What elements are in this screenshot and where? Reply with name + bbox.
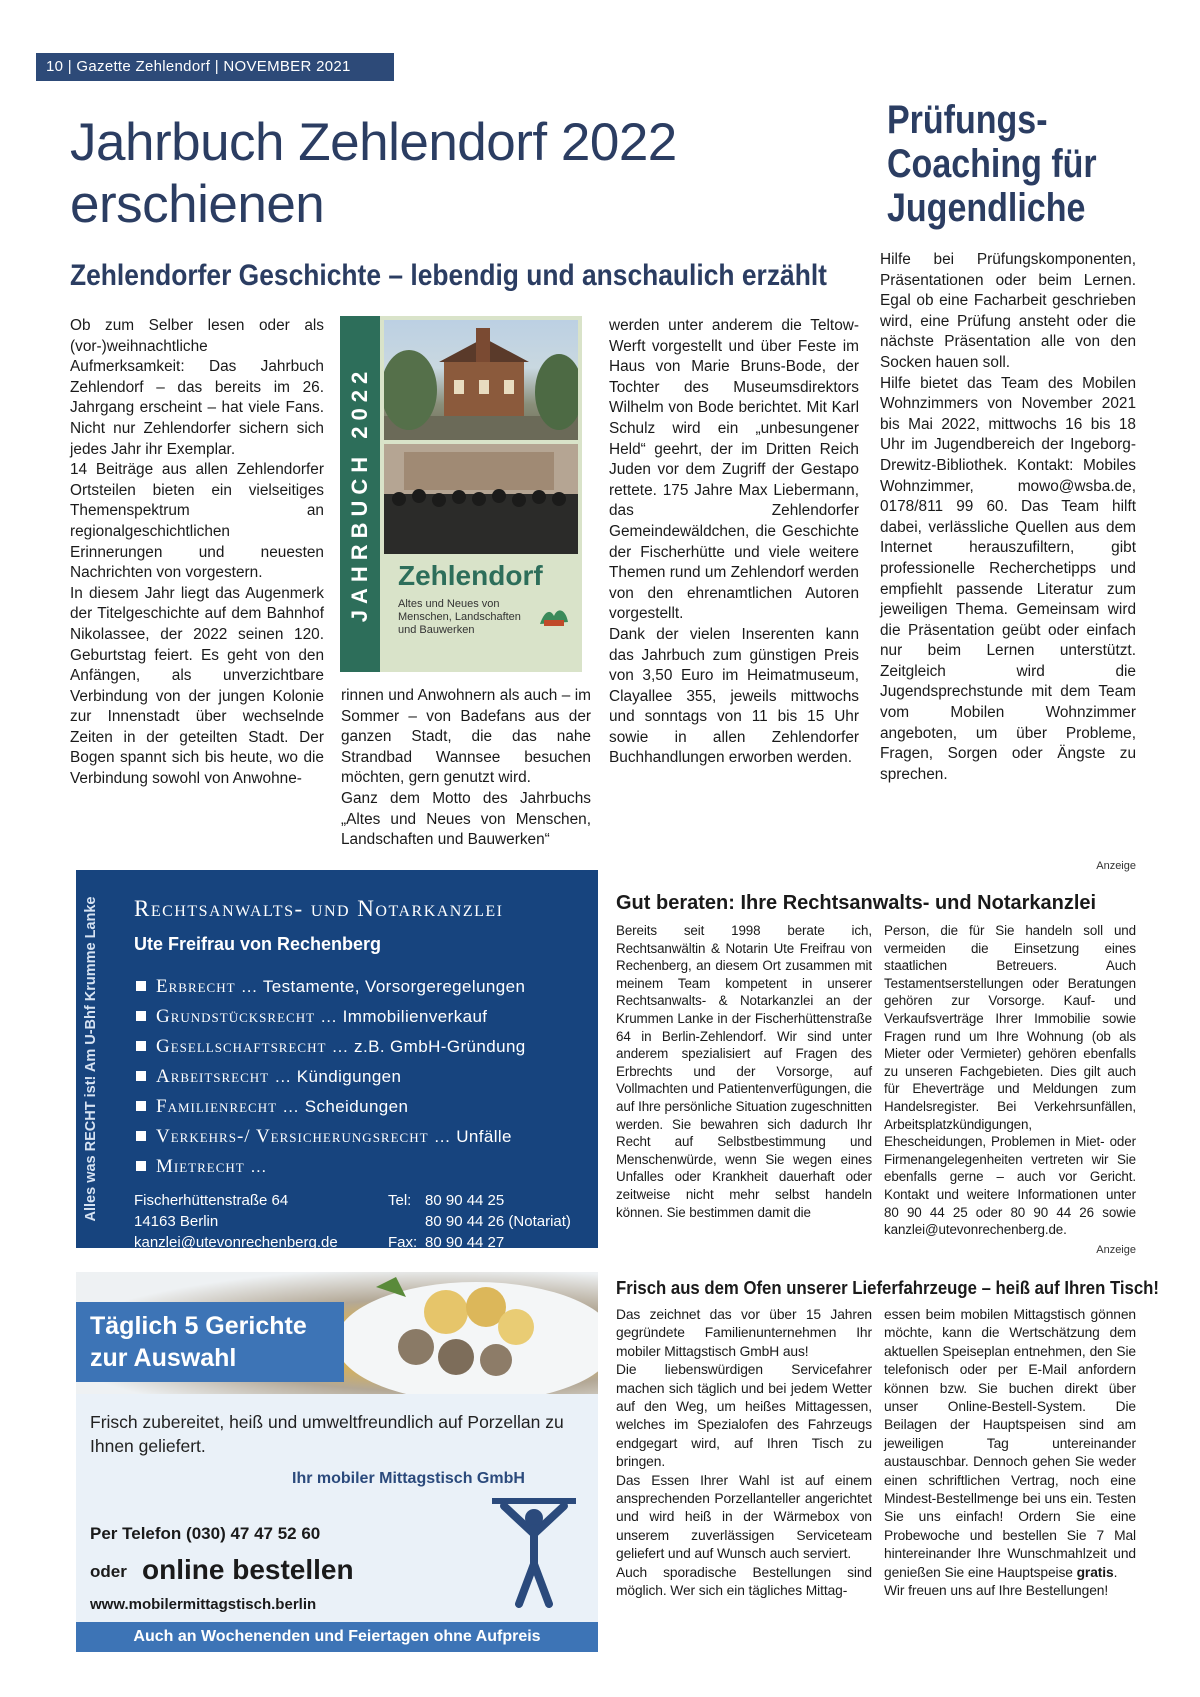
law-item-term: Verkehrs-/ Versicherungsrecht [156, 1126, 429, 1147]
article-title [70, 112, 860, 236]
law-article-column-1 [616, 922, 872, 1221]
fax-label: Fax: [388, 1234, 418, 1251]
article-column-3 [609, 316, 859, 769]
coaching-text [880, 250, 1136, 785]
law-item-detail: … z.B. GmbH-Gründung [326, 1037, 526, 1056]
badge-line2: zur Auswahl [90, 1344, 237, 1372]
article-paragraph: Ob zum Selber lesen oder als (vor-)weihnachtliche Aufmerksamkeit: Das Jahrbuch Zehlendorf – das bereits im 26. Jahrgang erscheint – hat viele Fans. Nicht nur Zehlendorfer sichern sich jedes Jahr ihr Exemplar. [70, 317, 324, 458]
article-title-line2: erschienen [70, 175, 325, 234]
law-article-paragraph: Person, die für Sie handeln soll und vermeiden die Einsetzung eines staatlichen Betreuers. Auch Testamentserstellungen oder Beratungen gehören zur Vorsorge. Kauf- und Verkaufsverträge Ihrer Immobilie sowie Fragen rund um Ihre Wohnung (ob als Mieter oder Vermieter) gehören ebenfalls zu unseren Fachgebieten. Dies gilt auch für Eheverträge und Meldungen zum Handelsregister. Bei Verkehrsunfällen, Arbeitsplatzkündigungen, Ehescheidungen, Problemen in Miet- oder Firmenangelegenheiten vertreten wir Sie ebenfalls gerne – auch vor Gericht. Kontakt und weitere Informationen unter 80 90 44 25 oder 80 90 44 26 sowie kanzlei@utevonrechenberg.de. [884, 923, 1136, 1238]
lunch-article-paragraph: Wir freuen uns auf Ihre Bestellungen! [884, 1583, 1109, 1599]
bullet-square-icon [136, 1131, 146, 1141]
bullet-square-icon [136, 1041, 146, 1051]
article-paragraph: Dank der vielen Inserenten kann das Jahrbuch zum günstigen Preis von 3,50 Euro im Heimatmuseum, Clayallee 355, jeweils mittwochs und sonntags von 11 bis 15 Uhr sowie in allen Zehlendorfer Buchhandlungen erworben werden. [609, 625, 859, 767]
law-email-link[interactable]: kanzlei@utevonrechenberg.de [134, 1234, 338, 1251]
law-address-city: 14163 Berlin [134, 1213, 219, 1230]
lunch-ad-footer: Auch an Wochenenden und Feiertagen ohne Aufpreis [76, 1622, 598, 1652]
law-item-term: Familienrecht [156, 1096, 278, 1117]
law-ad-item [136, 976, 525, 998]
law-article-column-2 [884, 922, 1136, 1239]
article-paragraph: Ganz dem Motto des Jahrbuchs „Altes und Neues von Menschen, Landschaften und Bauwerken“ [341, 789, 591, 849]
law-ad-item [136, 1036, 526, 1058]
book-description: Altes und Neues von Menschen, Landschaften und Bauwerken [398, 598, 521, 636]
badge-line1: Täglich 5 Gerichte [90, 1312, 307, 1340]
law-article-heading: Gut beraten: Ihre Rechtsanwalts- und Notarkanzlei [616, 892, 1097, 914]
article-paragraph: werden unter anderem die Teltow-Werft vorgestellt und über Feste im Haus von Marie Bruns-Bode, der Tochter des Museumsdirektors Wilhelm von Bode berichtet. Mit Karl Schulz wird ein „unbesungener Held“ geehrt, der im Dritten Reich Juden vor dem Zugriff der Gestapo rettete. 175 Jahre Max Liebermann, das Zehlendorfer Gemeindewäldchen, die Geschichte der Fischerhütte und viele weitere Themen rund um Zehlendorf werden von den ehrenamtlichen Autoren vorgestellt. [609, 317, 859, 623]
article-column-1 [70, 316, 324, 790]
anzeige-label: Anzeige [1096, 1244, 1136, 1256]
lunch-phone[interactable]: Per Telefon (030) 47 47 52 60 [90, 1524, 321, 1543]
law-ad-item [136, 1006, 487, 1028]
lunch-ad-text: Frisch zubereitet, heiß und umweltfreundlich auf Porzellan zu Ihnen geliefert. [90, 1412, 564, 1456]
bullet-square-icon [136, 1161, 146, 1171]
lunch-article-column-2 [884, 1306, 1136, 1601]
article-column-2 [341, 686, 591, 851]
lunch-article-paragraph: Die liebenswürdigen Servicefahrer machen sich täglich und bei jedem Wetter auf den Weg, um heißes Mittagessen, welches im Spezialofen des Fahrzeugs endgegart wird, auf Ihren Tisch zu bringen. [616, 1362, 872, 1470]
law-item-term: Gesellschaftsrecht [156, 1036, 327, 1057]
book-spine-text: JAHRBUCH 2022 [347, 365, 372, 623]
law-item-term: Arbeitsrecht [156, 1066, 270, 1087]
law-item-detail: … Immobilienverkauf [315, 1007, 488, 1026]
coaching-title-line3: Jugendliche [887, 186, 1086, 230]
lunch-article-paragraph: Das zeichnet das vor über 15 Jahren gegründete Familienunternehmen Ihr mobiler Mittagstisch GmbH aus! [616, 1307, 872, 1359]
law-item-term: Mietrecht [156, 1156, 245, 1177]
law-ad-side-text: Alles was RECHT ist! Am U-Bhf Krumme Lanke [83, 896, 99, 1222]
law-ad-title: Rechtsanwalts- und Notarkanzlei [134, 896, 504, 921]
fax-number: 80 90 44 27 [425, 1234, 505, 1251]
law-item-term: Erbrecht [156, 976, 236, 997]
law-ad-item [136, 1156, 267, 1178]
book-cover-image [340, 316, 582, 672]
lunch-text-bold: gratis [1076, 1564, 1114, 1580]
bullet-square-icon [136, 1011, 146, 1021]
article-paragraph: 14 Beiträge aus allen Zehlendorfer Ortsteilen bieten ein vielseitiges Themenspektrum an regionalgeschichtlichen Erinnerungen und neuesten Nachrichten von vorgestern. [70, 461, 324, 582]
law-item-term: Grundstücksrecht [156, 1006, 316, 1027]
law-item-detail: … Scheidungen [277, 1097, 409, 1116]
lunch-text-part: essen beim mobilen Mittagstisch gönnen möchte, kann die Wertschätzung dem aktuellen Speiseplan entnehmen, den Sie telefonisch oder per E-Mail anfordern können bzw. Sie buchen direkt über unser Online-Bestell-System. Die Beilagen der Hauptspeisen sind am jeweiligen Tag untereinander austauschbar. Dennoch gehen Sie weder einen schriftlichen Vertrag, noch eine Mindest-Bestellmenge bei uns ein. Testen Sie uns einfach! Ordern Sie eine Probewoche und bestellen Sie 7 Mal hintereinander Ihre Wunschmahlzeit und genießen Sie eine Hauptspeise [884, 1307, 1136, 1580]
anzeige-label: Anzeige [1096, 860, 1136, 872]
book-photo-crowd [384, 444, 578, 554]
tel-number-notariat[interactable]: 80 90 44 26 (Notariat) [425, 1213, 571, 1230]
book-photo-station [384, 320, 578, 440]
waiter-mascot-icon [484, 1494, 584, 1614]
article-paragraph: rinnen und Anwohnern als auch – im Sommer – von Badefans aus der ganzen Stadt, die das nahe Strandbad Wannsee besuchen möchten, gern genutzt wird. [341, 687, 591, 787]
coaching-paragraph: Hilfe bietet das Team des Mobilen Wohnzimmers von November 2021 bis Mai 2022, mittwochs 16 bis 18 Uhr im Jugendbereich der Ingeborg-Drewitz-Bibliothek. Kontakt: Mobiles Wohnzimmer, mowo@wsba.de, 0178/811 99 60. Das Team hilft dabei, verlässliche Quellen aus dem Internet herauszufiltern, gibt professionelle Recherchetipps und empfiehlt passende Literatur zum jeweiligen Thema. Gemeinsam wird die Präsentation geübt oder einfach nur beim Lernen unterstützt. Zeitgleich wird die Jugendsprechstunde mit dem Team vom Mobilen Wohnzimmer angeboten, um über Probleme, Fragen, Sorgen oder Ängste zu sprechen. [880, 374, 1136, 783]
lunch-badge [76, 1302, 344, 1382]
law-item-detail: … [244, 1157, 268, 1176]
lunch-delivery-advertisement [76, 1272, 598, 1652]
lunch-article-column-1 [616, 1306, 872, 1601]
coaching-paragraph: Hilfe bei Prüfungskomponenten, Präsentationen oder beim Lernen. Egal ob eine Facharbeit geschrieben wird, eine Prüfung ansteht oder die nächste Präsentation alle von den Socken hauen soll. [880, 251, 1136, 371]
law-ad-item [136, 1126, 512, 1148]
law-ad-item [136, 1066, 401, 1088]
lunch-article-paragraph: Das Essen Ihrer Wahl ist auf einem ansprechenden Porzellanteller angerichtet und wird heiß in der Wärmebox von unserem zuverlässigen Serviceteam geliefert und auf Wunsch auch serviert. [616, 1472, 872, 1562]
lunch-online-order: online bestellen [142, 1554, 354, 1585]
law-ad-phone-numbers [425, 1190, 571, 1253]
tel-number[interactable]: 80 90 44 25 [425, 1192, 505, 1209]
bullet-square-icon [136, 981, 146, 991]
article-title-line1: Jahrbuch Zehlendorf 2022 [70, 113, 677, 172]
coaching-title-line1: Prüfungs- [887, 98, 1048, 142]
law-address-street: Fischerhüttenstraße 64 [134, 1192, 289, 1209]
law-ad-lawyer-name: Ute Freifrau von Rechenberg [134, 934, 382, 954]
coaching-title-line2: Coaching für [887, 142, 1097, 186]
law-item-detail: … Unfälle [428, 1127, 512, 1146]
book-emblem-logo [536, 602, 572, 632]
law-item-detail: … Testamente, Vorsorgeregelungen [235, 977, 526, 996]
lunch-article-paragraph [884, 1306, 1136, 1582]
lunch-article-heading: Frisch aus dem Ofen unserer Lieferfahrzeuge – heiß auf Ihren Tisch! [616, 1278, 1159, 1298]
article-paragraph: In diesem Jahr liegt das Augenmerk der Titelgeschichte auf dem Bahnhof Nikolassee, der 2022 seinen 120. Geburtstag feiert. Es geht von den Anfängen, als unverzichtbare Verbindung von der jungen Kolonie zur Innenstadt über wechselnde Zeiten in der geteilten Stadt. Der Bogen spannt sich bis heute, wo die Verbindung sowohl von Anwohne- [70, 584, 324, 788]
lunch-article-paragraph: Auch sporadische Bestellungen sind möglich. Wer sich ein tägliches Mittag- [616, 1564, 872, 1599]
coaching-title [887, 98, 1142, 230]
tel-label: Tel: [388, 1192, 412, 1209]
bullet-square-icon [136, 1101, 146, 1111]
lunch-website-link[interactable]: www.mobilermittagstisch.berlin [90, 1596, 317, 1613]
law-ad-address [134, 1190, 338, 1253]
header-label: 10 | Gazette Zehlendorf | NOVEMBER 2021 [46, 58, 351, 75]
lunch-or-text: oder [90, 1562, 127, 1581]
law-item-detail: … Kündigungen [269, 1067, 402, 1086]
book-name: Zehlendorf [398, 560, 543, 591]
law-article-paragraph: Bereits seit 1998 berate ich, Rechtsanwältin & Notarin Ute Freifrau von Rechenberg, an diesem Ort zusammen mit meinem Team kompetent in unserer Rechtsanwalts- & Notarkanzlei an der Krummen Lanke in der Fischerhüttenstraße 64 in Berlin-Zehlendorf. Wir sind unter anderem spezialisiert auf Fragen des Erbrechts und der Vorsorge, auf Vollmachten und Patientenverfügungen, die auf Ihre persönliche Situation zugeschnitten werden. Sie bewahren sich dadurch Ihr Recht auf Selbstbestimmung und Menschenwürde, wenn Sie wegen eines Unfalles oder Krankheit dauerhaft oder zeitweise nicht mehr selbst handeln können. Sie bestimmen damit die [616, 923, 872, 1220]
lunch-brand: Ihr mobiler Mittagstisch GmbH [292, 1470, 525, 1487]
article-subtitle: Zehlendorfer Geschichte – lebendig und anschaulich erzählt [70, 259, 827, 292]
lunch-text-part: . [1113, 1564, 1118, 1580]
bullet-square-icon [136, 1071, 146, 1081]
law-ad-item [136, 1096, 408, 1118]
page-header [36, 53, 394, 81]
law-ad-phone-labels [388, 1190, 417, 1253]
